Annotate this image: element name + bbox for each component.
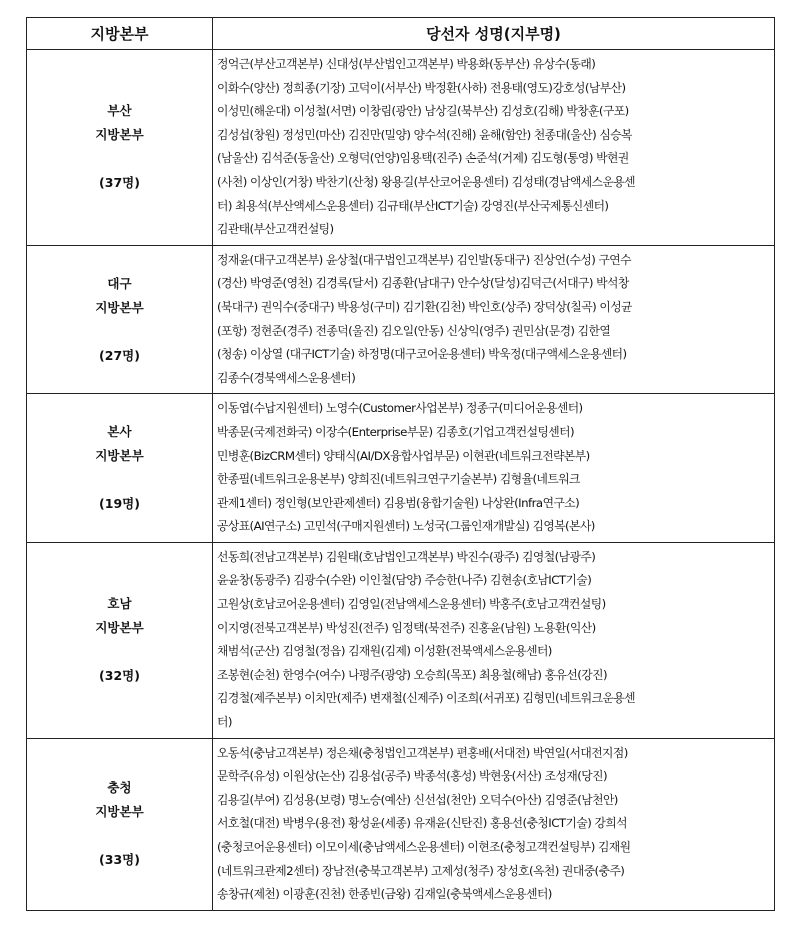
elected-count: (32명) <box>99 668 140 684</box>
elected-names-cell <box>213 738 775 910</box>
region-name: 부산 <box>107 103 132 119</box>
elected-names-cell <box>213 394 775 543</box>
elected-count: (19명) <box>99 496 140 512</box>
region-cell <box>27 394 213 543</box>
results-body <box>27 50 775 911</box>
elected-count: (33명) <box>99 852 140 868</box>
names-line: 오동석(충남고객본부) 정은채(충청법인고객본부) 편홍배(서대전) 박연일(서대전지점) <box>217 745 628 760</box>
names-line: (청송) 이상열 (대구ICT기술) 하정명(대구코어운용센터) 박욱정(대구액세스운용센터) <box>217 347 627 362</box>
names-line: 박종문(국제전화국) 이장수(Enterprise부문) 김종호(기업고객컨설팅센터) <box>217 424 575 439</box>
elected-names-cell <box>213 50 775 246</box>
names-line: 관제1센터) 정인형(보안관제센터) 김용범(융합기술원) 나상완(Infra연구소) <box>217 495 580 510</box>
region-row <box>27 245 775 394</box>
names-line: 김성섭(창원) 정성민(마산) 김진만(밀양) 양수석(진해) 윤해(함안) 천종대(울산) 심승복 <box>217 127 632 142</box>
region-name: 본사 <box>107 424 132 440</box>
names-line: 김경철(제주본부) 이치만(제주) 변재철(신제주) 이조희(서귀포) 김형민(네트워크운용센 <box>217 691 636 706</box>
names-line: 이지영(전북고객본부) 박성진(전주) 임정택(북전주) 진홍윤(남원) 노용환(익산) <box>217 620 596 635</box>
names-line: 이동엽(수납지원센터) 노영수(Customer사업본부) 정종구(미디어운용센터) <box>217 401 583 416</box>
names-line: 송창규(제천) 이광훈(진천) 한종빈(금왕) 김재일(충북액세스운용센터) <box>217 887 552 902</box>
region-suffix: 지방본부 <box>95 299 144 315</box>
header-names: 당선자 성명(지부명) <box>213 18 775 50</box>
names-line: (충청코어운용센터) 이모이세(충남액세스운용센터) 이현조(충청고객컨설팅부) 김재원 <box>217 840 631 854</box>
names-line: 윤윤창(동광주) 김광수(수완) 이인철(담양) 주승한(나주) 김현송(호남ICT기술) <box>217 573 592 588</box>
names-line: (네트워크관제2센터) 장남전(충북고객본부) 고제성(청주) 장성호(옥천) 권대중(충주) <box>217 863 625 878</box>
region-row <box>27 50 775 246</box>
names-line: 김종수(경북액세스운용센터) <box>217 370 356 385</box>
names-line: 한종필(네트워크운용본부) 양희진(네트워크연구기술본부) 김형율(네트워크 <box>217 472 580 487</box>
region-suffix: 지방본부 <box>95 804 144 820</box>
region-suffix: 지방본부 <box>95 620 144 636</box>
names-line: (경산) 박영준(영천) 김경록(달서) 김종환(남대구) 안수상(달성)김덕근(서대구) 박석창 <box>217 276 629 291</box>
elected-names-cell <box>213 245 775 394</box>
region-row <box>27 542 775 738</box>
names-line: 채범석(군산) 김영철(정읍) 김재원(김제) 이성환(전북액세스운용센터) <box>217 644 552 659</box>
elected-count: (27명) <box>99 347 140 363</box>
names-line: 민병훈(BizCRM센터) 양태식(AI/DX융합사업부문) 이현관(네트워크전략본부) <box>217 448 590 463</box>
region-cell <box>27 50 213 246</box>
names-line: 선동희(전남고객본부) 김원태(호남법인고객본부) 박진수(광주) 김영철(남광주) <box>217 549 596 564</box>
names-line: (남울산) 김석준(동울산) 오형덕(언양)임용택(진주) 손준석(거제) 김도형(통영) 박현권 <box>217 151 629 166</box>
results-table <box>26 17 775 911</box>
header-region: 지방본부 <box>27 18 213 50</box>
region-cell <box>27 738 213 910</box>
names-line: (북대구) 권익수(중대구) 박용성(구미) 김기환(김천) 박인호(상주) 장덕상(칠곡) 이성균 <box>217 299 632 314</box>
region-name: 충청 <box>107 780 132 796</box>
names-line: 터) <box>217 715 232 730</box>
region-suffix: 지방본부 <box>95 448 144 464</box>
region-name: 호남 <box>107 596 132 612</box>
region-row <box>27 738 775 910</box>
names-line: 정재윤(대구고객본부) 윤상철(대구법인고객본부) 김인발(동대구) 진상언(수성) 구연수 <box>217 252 631 267</box>
names-line: 정억근(부산고객본부) 신대성(부산법인고객본부) 박용화(동부산) 유상수(동래) <box>217 57 596 71</box>
names-line: 김용길(부여) 김성용(보령) 명노승(예산) 신선섭(천안) 오덕수(아산) 김영준(남천안) <box>217 792 618 807</box>
elected-names-cell <box>213 542 775 738</box>
region-cell <box>27 245 213 394</box>
region-cell <box>27 542 213 738</box>
names-line: 터) 최용석(부산액세스운용센터) 김규태(부산ICT기술) 강영진(부산국제통신센터) <box>217 198 609 213</box>
names-line: 서호철(대전) 박병우(용전) 황성윤(세종) 유재윤(신탄진) 홍용선(충청ICT기술) 강희석 <box>217 816 628 831</box>
header-row <box>27 18 775 50</box>
region-name: 대구 <box>107 275 132 291</box>
names-line: 공상표(AI연구소) 고민석(구매지원센터) 노성국(그룹인재개발실) 김영복(본사) <box>217 519 595 534</box>
region-row <box>27 394 775 543</box>
names-line: 김관태(부산고객컨설팅) <box>217 222 334 237</box>
names-line: 고원상(호남코어운용센터) 김영일(전남액세스운용센터) 박홍주(호남고객컨설팅) <box>217 597 606 612</box>
names-line: 이성민(해운대) 이성철(서면) 이창림(광안) 남상길(북부산) 김성호(김해) 박창훈(구포) <box>217 104 629 119</box>
names-line: 문학주(유성) 이원상(논산) 김용섭(공주) 박종석(홍성) 박현웅(서산) 조성재(당진) <box>217 769 608 784</box>
elected-count: (37명) <box>99 175 140 191</box>
region-suffix: 지방본부 <box>95 127 144 143</box>
names-line: 이화수(양산) 정희종(기장) 고덕이(서부산) 박정환(사하) 전용태(영도)강호성(남부산) <box>217 80 626 95</box>
names-line: (사천) 이상인(거창) 박찬기(산청) 왕용길(부산코어운용센터) 김성태(경남액세스운용센 <box>217 174 636 189</box>
names-line: 조봉현(순천) 한영수(여수) 나평주(광양) 오승희(목포) 최용철(해남) 홍유선(강진) <box>217 667 608 682</box>
names-line: (포항) 정현준(경주) 전종덕(울진) 김오일(안동) 신상익(영주) 권민삼(문경) 김한열 <box>217 323 611 338</box>
